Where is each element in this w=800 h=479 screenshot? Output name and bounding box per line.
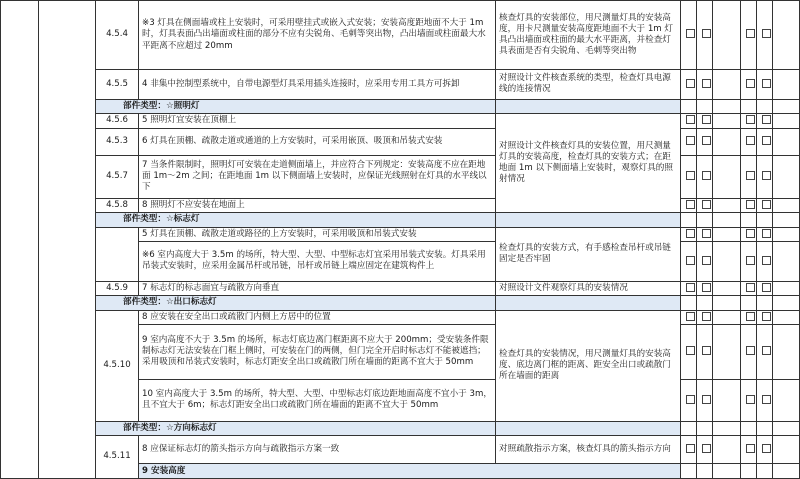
table-row	[1, 310, 800, 324]
requirement-text: ※6 室内高度大于 3.5m 的场所，特大型、大型、中型标志灯宜采用吊装式安装。灯具采用吊装式安装时，应采用金属吊杆或吊链，吊杆或吊链上端应固定在建筑构件上	[139, 241, 496, 281]
checkbox[interactable]	[702, 79, 711, 88]
clause-number: 4.5.11	[96, 435, 139, 478]
checkbox[interactable]	[746, 79, 755, 88]
checkbox[interactable]	[702, 200, 711, 209]
requirement-text: 7 当条件限制时，照明灯可安装在走道侧面墙上，并应符合下列规定：安装高度不应在距地面 1m～2m 之间；在距地面 1m 以下侧面墙上安装时，应保证光线照射在灯具的水平线以下	[139, 155, 496, 198]
requirement-text: 8 应保证标志灯的箭头指示方向与疏散指示方案一致	[139, 435, 496, 463]
requirement-text: ※3 灯具在侧面墙或柱上安装时，可采用壁挂式或嵌入式安装；安装高度距地面不大于 1m 时，灯具表面凸出墙面或柱面的部分不应有尖锐角、毛刺等突出物，凸出墙面或柱面最大水平距离不应超过 20mm	[139, 1, 496, 70]
table-row	[1, 281, 800, 295]
checkbox[interactable]	[686, 171, 695, 180]
requirement-text: 8 应安装在安全出口或疏散门内侧上方居中的位置	[139, 310, 496, 324]
section-header: 9 安装高度	[139, 464, 681, 479]
clause-number: 4.5.4	[96, 1, 139, 70]
requirement-text: 7 标志灯的标志面宜与疏散方向垂直	[139, 281, 496, 295]
checkbox[interactable]	[746, 200, 755, 209]
section-header: 部件类型：☆标志灯	[96, 213, 496, 227]
checkbox[interactable]	[762, 29, 771, 38]
checkbox[interactable]	[686, 200, 695, 209]
table-row	[1, 155, 800, 198]
checkbox[interactable]	[702, 136, 711, 145]
checkbox[interactable]	[746, 395, 755, 404]
checkbox[interactable]	[686, 395, 695, 404]
checkbox[interactable]	[762, 171, 771, 180]
requirement-text: 9 室内高度不大于 3.5m 的场所，标志灯底边离门框距离不应大于 200mm；受安装条件限制标志灯无法安装在门框上侧时，可安装在门的两侧，但门完全开启时标志灯不能被遮挡；采用吸顶和吊装式安装时，标志灯距安全出口或疏散门所在墙面的距离不宜大于 50mm	[139, 324, 496, 379]
checkbox[interactable]	[746, 256, 755, 265]
clause-number: 4.5.8	[96, 198, 139, 212]
section-header: 部件类型：☆方向标志灯	[96, 421, 496, 435]
checkbox[interactable]	[702, 283, 711, 292]
method-text: 对照设计文件观察灯具的安装情况	[496, 281, 681, 295]
table-row	[1, 70, 800, 99]
table-row	[1, 128, 800, 155]
checkbox[interactable]	[762, 200, 771, 209]
clause-number: 4.5.3	[96, 128, 139, 155]
requirement-text: 10 室内高度大于 3.5m 的场所，特大型、大型、中型标志灯底边距地面高度不宜小于 3m，且不宜大于 6m；标志灯距安全出口或疏散门所在墙面的距离不宜大于 50mm	[139, 379, 496, 421]
checkbox[interactable]	[762, 312, 771, 321]
clause-number: 4.5.6	[96, 114, 139, 128]
category-cell	[1, 1, 39, 479]
checkbox[interactable]	[702, 115, 711, 124]
checkbox[interactable]	[686, 444, 695, 453]
section-header: 部件类型：☆出口标志灯	[96, 296, 496, 310]
checkbox[interactable]	[686, 312, 695, 321]
method-text: 检查灯具的安装情况，用尺测量灯具的安装高度、底边离门框的距离、距安全出口或疏散门所在墙面的距离	[496, 310, 681, 421]
requirement-text: 6 灯具在顶棚、疏散走道或通道的上方安装时，可采用嵌顶、吸顶和吊装式安装	[139, 128, 496, 155]
checkbox[interactable]	[686, 346, 695, 355]
checkbox[interactable]	[746, 171, 755, 180]
item-cell	[39, 1, 96, 479]
checkbox[interactable]	[746, 346, 755, 355]
requirement-text: 4 非集中控制型系统中，自带电源型灯具采用插头连接时，应采用专用工具方可拆卸	[139, 70, 496, 99]
table-row	[1, 1, 800, 70]
checkbox[interactable]	[762, 346, 771, 355]
method-text: 检查灯具的安装方式，有手感检查吊杆或吊链固定是否牢固	[496, 227, 681, 281]
checkbox[interactable]	[686, 256, 695, 265]
checkbox[interactable]	[686, 79, 695, 88]
checkbox[interactable]	[746, 444, 755, 453]
checkbox[interactable]	[762, 283, 771, 292]
checkbox[interactable]	[702, 444, 711, 453]
checkbox[interactable]	[702, 171, 711, 180]
checkbox[interactable]	[702, 256, 711, 265]
table-row	[1, 114, 800, 128]
section-header-row	[1, 296, 800, 310]
checkbox[interactable]	[686, 115, 695, 124]
section-header-row	[1, 213, 800, 227]
checkbox[interactable]	[702, 395, 711, 404]
checkbox[interactable]	[686, 136, 695, 145]
method-text: 对照疏散指示方案，核查灯具的箭头指示方向	[496, 435, 681, 463]
method-text: 对照设计文件核查系统的类型，检查灯具电源线的连接情况	[496, 70, 681, 99]
clause-number: 4.5.5	[96, 70, 139, 99]
method-text: 核查灯具的安装部位，用尺测量灯具的安装高度，用卡尺测量安装高度距地面不大于 1m 灯具凸出墙面或柱面的最大水平距离，并检查灯具表面是否有尖锐角、毛刺等突出物	[496, 1, 681, 70]
requirement-text: 5 灯具在顶棚、疏散走道或路径的上方安装时，可采用吸顶和吊装式安装	[139, 227, 496, 241]
checkbox[interactable]	[686, 283, 695, 292]
checkbox[interactable]	[702, 346, 711, 355]
checkbox[interactable]	[762, 136, 771, 145]
table-row	[1, 198, 800, 212]
checkbox[interactable]	[686, 29, 695, 38]
checkbox[interactable]	[762, 256, 771, 265]
checkbox[interactable]	[762, 229, 771, 238]
checkbox[interactable]	[746, 136, 755, 145]
requirement-text: 8 照明灯不应安装在地面上	[139, 198, 496, 212]
section-header-row	[1, 99, 800, 113]
table-row	[1, 435, 800, 463]
section-header: 部件类型：☆照明灯	[96, 99, 496, 113]
checkbox[interactable]	[746, 115, 755, 124]
section-header-row	[1, 421, 800, 435]
method-text: 对照设计文件核查灯具的安装位置，用尺测量灯具的安装高度，检查灯具的安装方式；在距地面 1m 以下侧面墙上安装时，观察灯具的照射情况	[496, 114, 681, 213]
checkbox[interactable]	[702, 229, 711, 238]
clause-number: 4.5.7	[96, 155, 139, 198]
checkbox[interactable]	[746, 312, 755, 321]
clause-number: 4.5.10	[96, 310, 139, 421]
requirement-text: 5 照明灯宜安装在顶棚上	[139, 114, 496, 128]
checkbox[interactable]	[686, 229, 695, 238]
checkbox[interactable]	[746, 229, 755, 238]
checkbox[interactable]	[702, 29, 711, 38]
clause-number: 4.5.9	[96, 281, 139, 295]
checkbox[interactable]	[746, 29, 755, 38]
checkbox[interactable]	[762, 79, 771, 88]
checkbox[interactable]	[762, 115, 771, 124]
checkbox[interactable]	[762, 444, 771, 453]
checkbox[interactable]	[746, 283, 755, 292]
checkbox[interactable]	[702, 312, 711, 321]
checkbox[interactable]	[762, 395, 771, 404]
table-row	[1, 227, 800, 241]
